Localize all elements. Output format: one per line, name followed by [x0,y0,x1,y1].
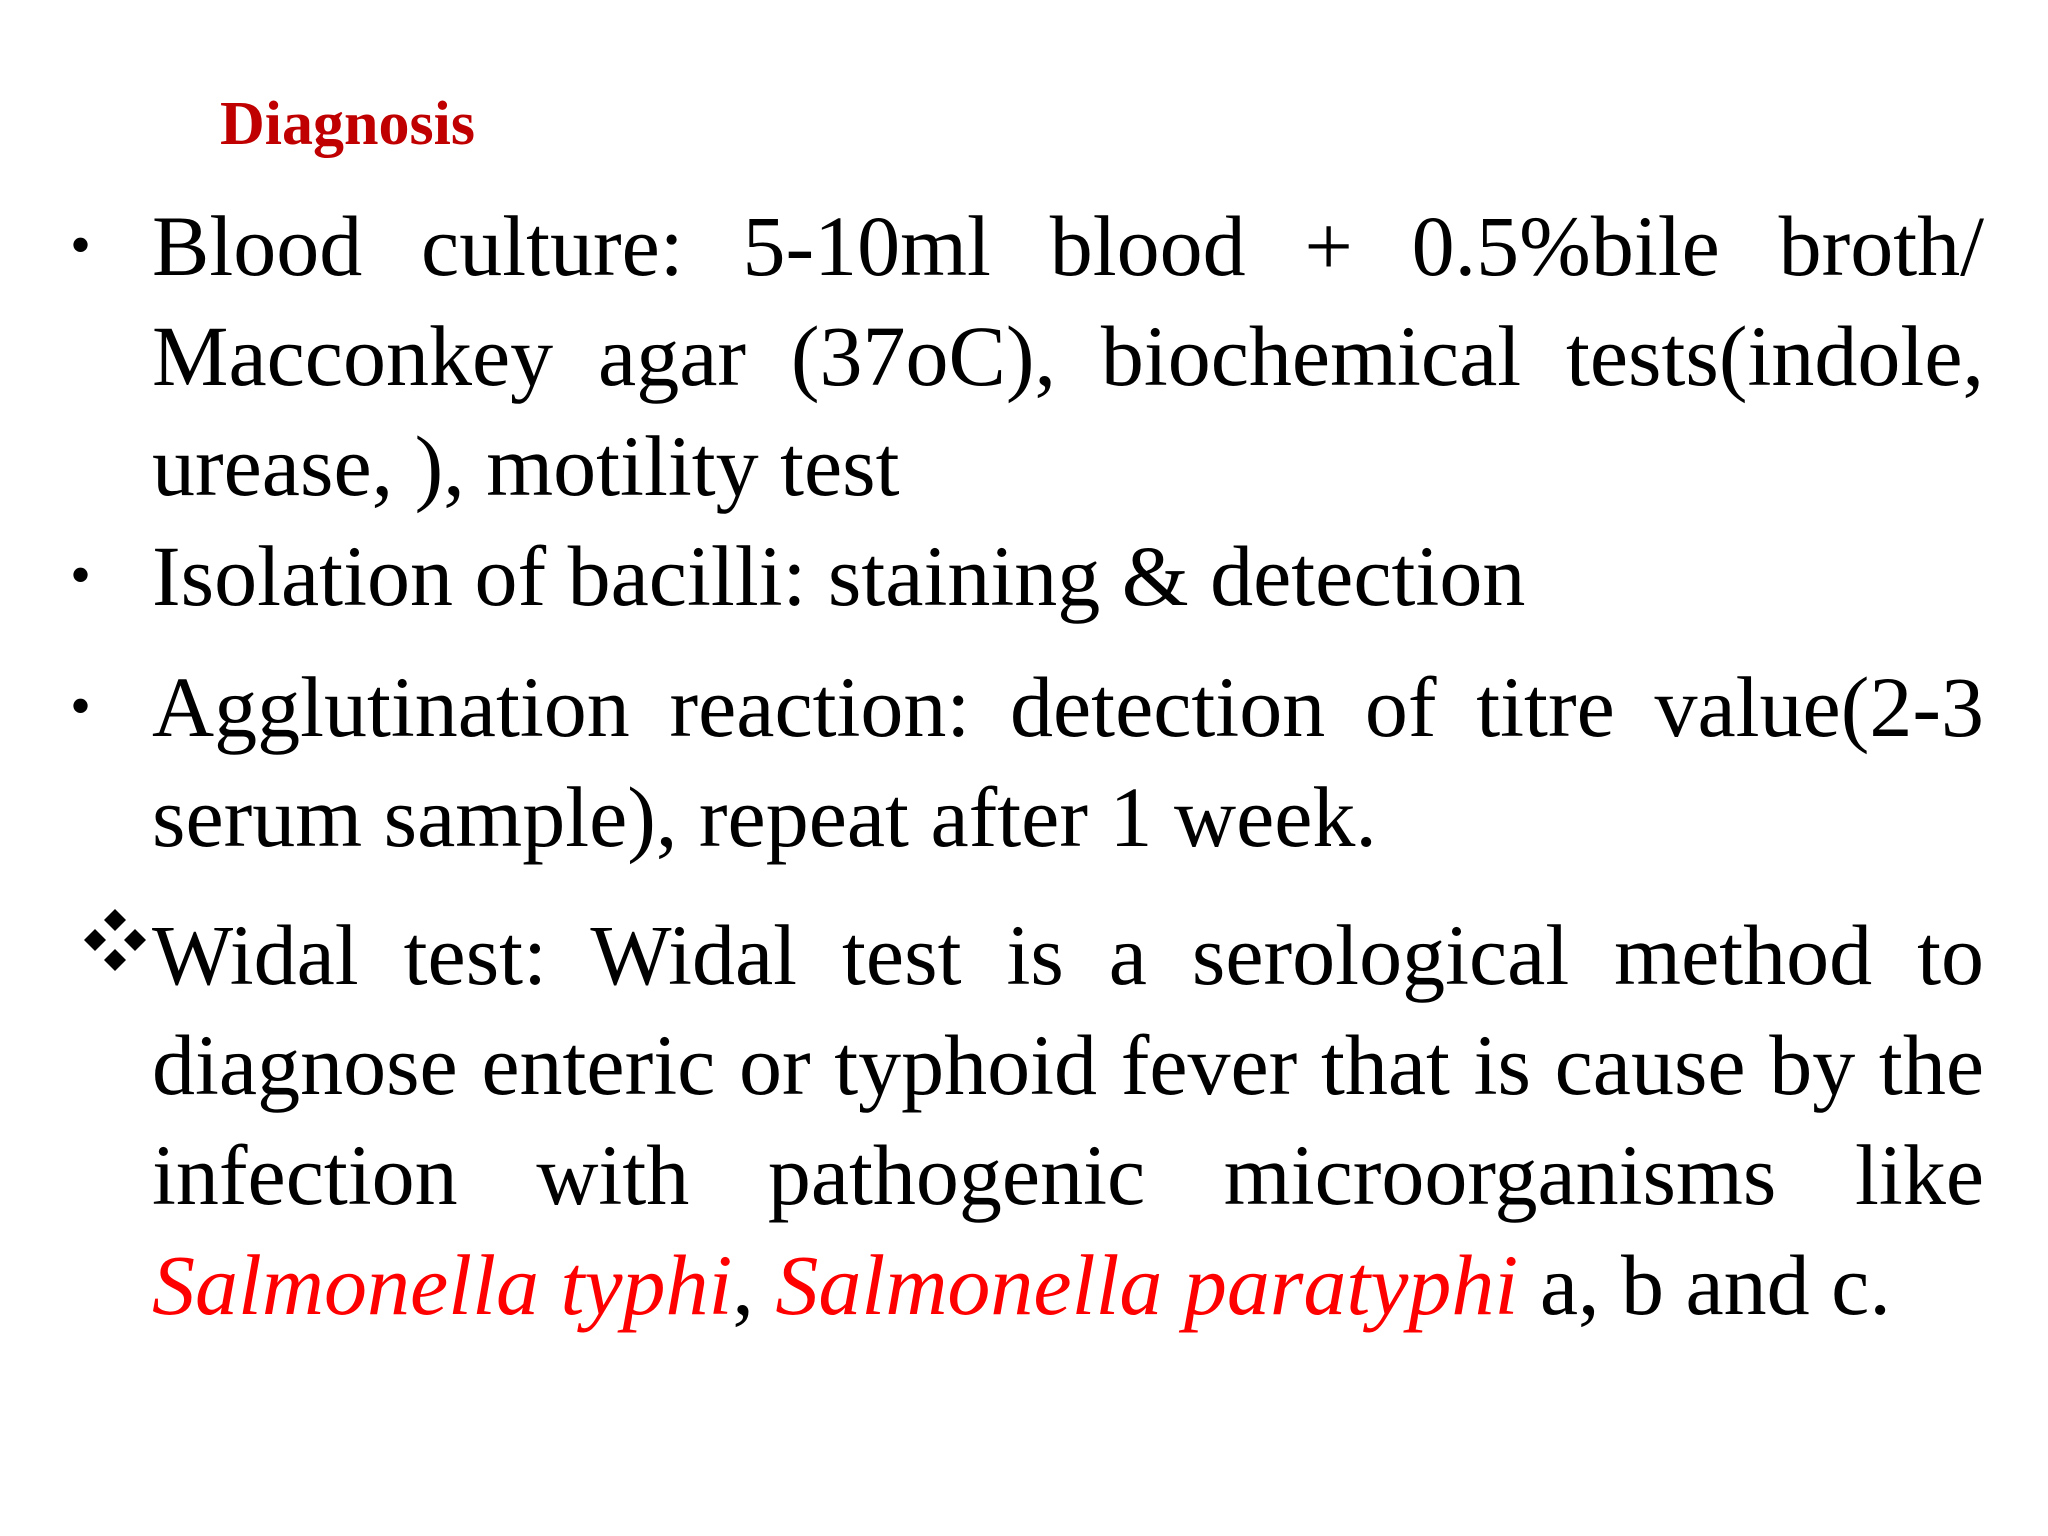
widal-text-after: a, b and c. [1518,1237,1891,1333]
widal-text-before: Widal test: Widal test is a serological method to diagnose enteric or typhoid fever that is cause by the infection with pathogenic microorganisms like [152,907,1984,1223]
bullet-icon: • [70,212,92,278]
bullet-item-isolation: Isolation of bacilli: staining & detection [152,528,1526,624]
bullet-icon: • [70,542,92,608]
bullet-item-agglutination: Agglutination reaction: detection of titre value(2-3 serum sample), repeat after 1 week. [152,659,1984,865]
slide-title: Diagnosis [220,90,475,158]
species-salmonella-typhi: Salmonella typhi [152,1237,733,1333]
bullet-icon: • [70,673,92,739]
species-salmonella-paratyphi: Salmonella paratyphi [775,1237,1519,1333]
four-diamond-icon [80,905,150,975]
bullet-item-blood-culture: Blood culture: 5-10ml blood + 0.5%bile broth/ Macconkey agar (37oC), biochemical tests(indole, urease, ), motility test [152,198,1984,514]
species-separator: , [732,1237,776,1333]
widal-test-paragraph [152,900,1984,1340]
